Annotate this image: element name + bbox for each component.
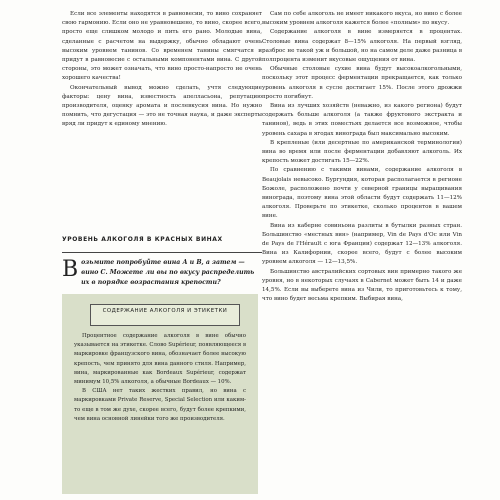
- sidebar-paragraph: В США нет таких жестких правил, но вина с маркировками Private Reserve, Special Selection или каким-то еще в том же духе, скорее всего, будут более крепкими, чем вина основной линейки того же производителя.: [74, 388, 246, 422]
- body-paragraph: По сравнению с такими винами, содержание алкоголя в Beaujolais невысоко. Бургундия, которая располагается в регионе Божоле, расположено почти у северной границы выращивания винограда, поэтому вина этой области будут содержать 11—12% алкоголя. Проверьте по этикетке, сколько процентов в вашем вине.: [262, 167, 462, 220]
- sidebar-body: [74, 332, 246, 424]
- body-paragraph: Если все элементы находятся в равновесии, то вино сохраняет свою гармонию. Если оно не уравновешено, то вино, скорее всего, просто еще слишком молодо и пить его рано. Молодые вина, сделанные с расчетом на выдержку, обычно обладают очень высоким уровнем танинов. Со временем танины смягчатся и придут в равновесие с остальными компонентами вина. С другой стороны, это может означать, что вино просто-напросто не очень хорошего качества!: [62, 11, 262, 82]
- body-paragraph: В крепленые (или десертные по американской терминологии) вина во время или после ферментации добавляют алкоголь. Их крепость может достигать 15—22%.: [262, 139, 462, 165]
- sidebar-paragraph: Процентное содержание алкоголя в вине обычно указывается на этикетке. Слово Supérieur, появляющееся в маркировке французского вина, обозначает более высокую крепость, чем принято для вина данного стиля. Например, вина, маркированные как Bordeaux Supérieur, содержат минимум 10,5% алкоголя, а обычные Bordeaux — 10%.: [74, 333, 246, 386]
- right-column: [262, 10, 462, 305]
- sidebar-title: СОДЕРЖАНИЕ АЛКОГОЛЯ И ЭТИКЕТКИ: [90, 304, 240, 326]
- body-paragraph: Сам по себе алкоголь не имеет никакого вкуса, но вино с более высоким уровнем алкоголя кажется более «полным» по вкусу.: [262, 11, 462, 27]
- body-paragraph: Большинство австралийских сортовых вин примерно такого же уровня, но в некоторых случаях в Cabernet может быть 14 и даже 14,5%. Если вы выберете вина из Чили, то приготовьтесь к тому, что вино будет весьма крепким. Выбирая вина,: [262, 268, 462, 303]
- body-paragraph: Вина из лучших хозяйств (неважно, из какого региона) будут содержать больше алкоголя (а также фруктового экстракта и танинов), ведь в этих поместьях делается все возможное, чтобы уровень сахара в ягодах винограда был максимально высоким.: [262, 103, 462, 137]
- drop-cap: В: [62, 257, 79, 282]
- body-paragraph: Вина из каберне совиньона разлиты в бутылки разных стран. Большинство «местных вин» (например, Vin de Pays d'Oc или Vin de Pays de l'Hérault с юга Франции) содержат 12—13% алкоголя. Вина из Калифорнии, скорее всего, будут с более высоким уровнем алкоголя — 12—13,5%.: [262, 222, 462, 266]
- body-paragraph: Окончательный вывод можно сделать, учтя следующие факторы: цену вина, известность апелласьона, репутацию производителя, оценку аромата и послевкусия вина. Но нужно помнить, что дегустация — это не точная наука, и даже эксперты вряд ли придут к единому мнению.: [62, 84, 262, 128]
- sidebar-box: [62, 294, 258, 494]
- section-heading: УРОВЕНЬ АЛКОГОЛЯ В КРАСНЫХ ВИНАХ: [62, 236, 223, 243]
- exercise-prompt: [62, 258, 262, 288]
- body-paragraph: Обычные столовые сухие вина будут высокоалкогольными, поскольку этот процесс ферментации прекращается, как только уровень алкоголя в сусле достигает 15%. После этого дрожжи просто погибнут.: [262, 66, 462, 100]
- body-paragraph: Содержание алкоголя в вине измеряется в процентах. Столовые вина содержат 8—15% алкоголя. На первый взгляд, разброс не такой уж и большой, но на самом деле даже разница в полпроцента изменит вкусовые ощущения от вина.: [262, 29, 462, 64]
- exercise-text: озьмите попробуйте вина А и В, а затем — вино С. Можете ли вы по вкусу распределить их в порядке возрастания крепости?: [81, 259, 255, 286]
- section-divider: [62, 252, 262, 253]
- left-column: [62, 10, 262, 130]
